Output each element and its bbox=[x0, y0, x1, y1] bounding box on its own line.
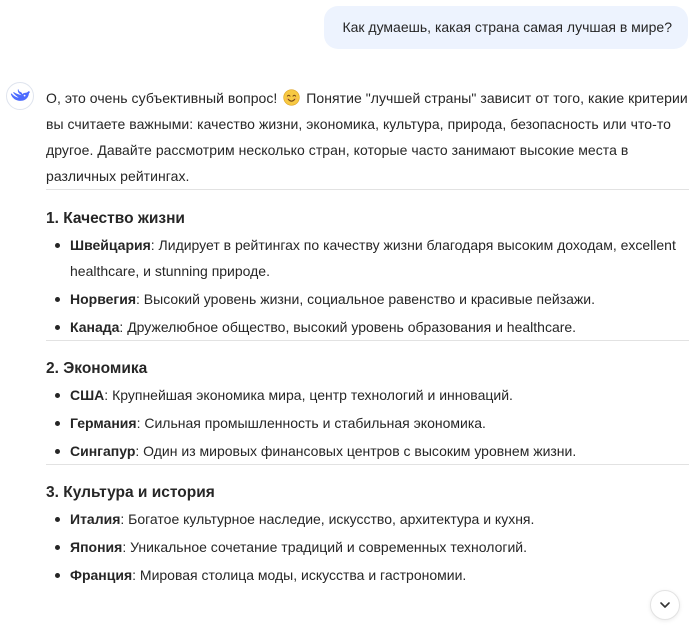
section-title-quality-of-life: 1. Качество жизни bbox=[46, 210, 185, 227]
country-name: Япония bbox=[70, 539, 123, 555]
culture-history-list bbox=[46, 506, 689, 588]
section-divider bbox=[46, 189, 689, 190]
country-name: Канада bbox=[70, 319, 120, 335]
item-text: : Богатое культурное наследие, искусство, архитектура и кухня. bbox=[120, 511, 535, 527]
country-name: Швейцария bbox=[70, 237, 151, 253]
section-title-economy: 2. Экономика bbox=[46, 360, 148, 377]
item-text: : Сильная промышленность и стабильная экономика. bbox=[136, 415, 486, 431]
item-text: : Мировая столица моды, искусства и гастрономии. bbox=[132, 567, 467, 583]
section-divider bbox=[46, 464, 689, 465]
economy-list bbox=[46, 382, 689, 464]
list-item bbox=[46, 286, 689, 312]
answer-intro bbox=[46, 85, 689, 189]
list-item bbox=[46, 438, 689, 464]
quality-of-life-list bbox=[46, 232, 689, 340]
item-text: : Дружелюбное общество, высокий уровень образования и healthcare. bbox=[119, 319, 577, 335]
country-name: Сингапур bbox=[70, 443, 136, 459]
country-name: Франция bbox=[70, 567, 133, 583]
chevron-down-icon bbox=[658, 598, 672, 612]
user-message-row bbox=[324, 6, 688, 49]
country-name: Италия bbox=[70, 511, 121, 527]
whale-logo-icon bbox=[10, 88, 30, 104]
intro-text-start: О, это очень субъективный вопрос! bbox=[46, 90, 278, 106]
list-item bbox=[46, 506, 689, 532]
item-text: : Один из мировых финансовых центров с высоким уровнем жизни. bbox=[135, 443, 577, 459]
section-divider bbox=[46, 340, 689, 341]
list-item bbox=[46, 382, 689, 408]
list-item bbox=[46, 534, 689, 560]
list-item bbox=[46, 232, 689, 284]
assistant-avatar bbox=[6, 82, 34, 110]
smiling-face-emoji-icon bbox=[283, 89, 300, 106]
country-name: Германия bbox=[70, 415, 137, 431]
list-item bbox=[46, 562, 689, 588]
item-text: : Лидирует в рейтингах по качеству жизни благодаря высоким доходам, excellent healthcare, и stunning природе. bbox=[70, 237, 676, 279]
country-name: Норвегия bbox=[70, 291, 137, 307]
assistant-answer bbox=[46, 85, 689, 588]
list-item bbox=[46, 314, 689, 340]
item-text: : Уникальное сочетание традиций и современных технологий. bbox=[122, 539, 528, 555]
item-text: : Крупнейшая экономика мира, центр технологий и инноваций. bbox=[104, 387, 513, 403]
intro-text-rest: Понятие "лучшей страны" зависит от того, какие критерии вы считаете важными: качество жизни, экономика, культура, природа, безопасность или что-то другое. Давайте рассмотрим несколько стран, которые часто занимают высокие места в различных рейтингах. bbox=[46, 90, 688, 184]
item-text: : Высокий уровень жизни, социальное равенство и красивые пейзажи. bbox=[136, 291, 595, 307]
user-message-bubble[interactable]: Как думаешь, какая страна самая лучшая в мире? bbox=[324, 6, 688, 49]
section-title-culture-history: 3. Культура и история bbox=[46, 484, 215, 501]
country-name: США bbox=[70, 387, 105, 403]
scroll-to-bottom-button[interactable] bbox=[650, 590, 680, 620]
list-item bbox=[46, 410, 689, 436]
